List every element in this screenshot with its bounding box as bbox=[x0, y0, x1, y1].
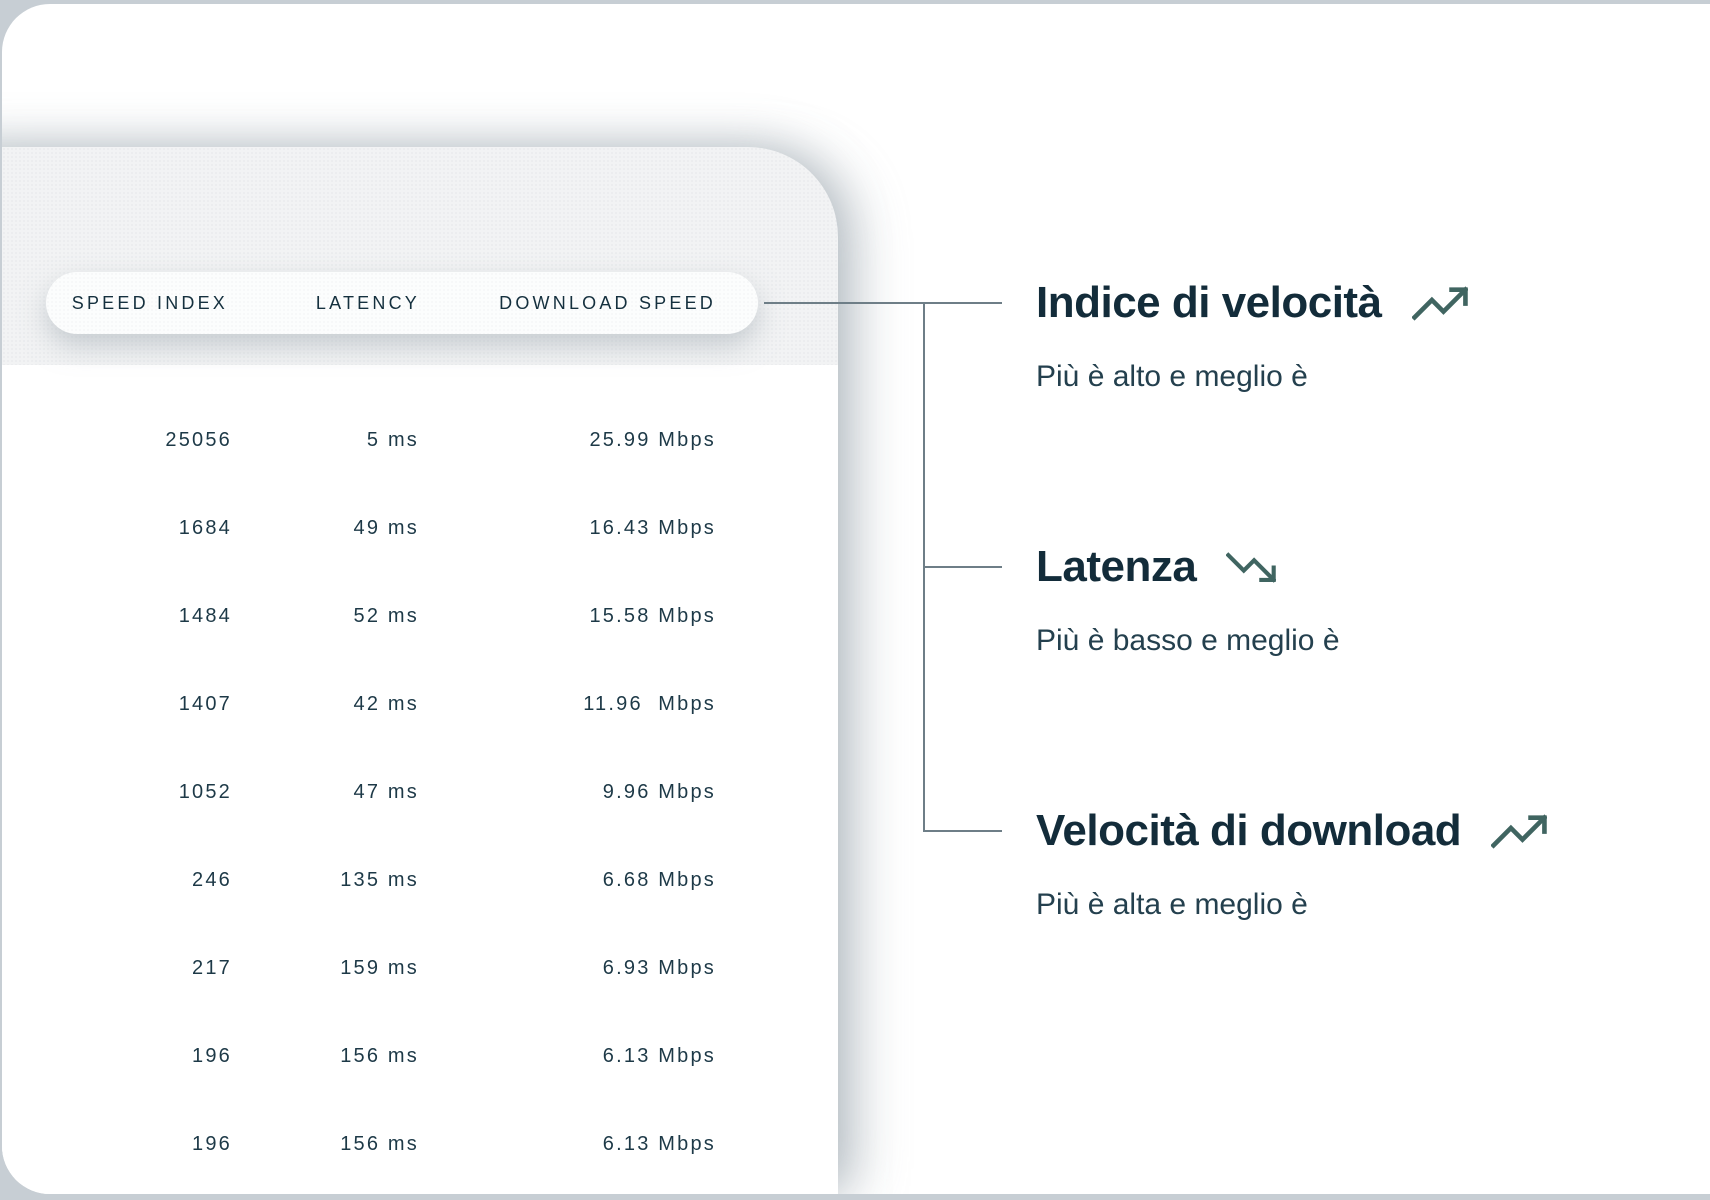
speed-index-value: 1052 bbox=[178, 781, 232, 803]
speed-index-value: 1684 bbox=[178, 517, 232, 539]
annotation-heading-row bbox=[1036, 805, 1710, 857]
latency-value: 135 ms bbox=[340, 869, 419, 891]
speed-index-value: 196 bbox=[192, 1133, 232, 1155]
speed-index-value: 25056 bbox=[165, 429, 232, 451]
latency-value: 52 ms bbox=[353, 605, 419, 627]
speed-index-value: 1407 bbox=[178, 693, 232, 715]
table-row bbox=[2, 748, 838, 836]
download-speed-value: 16.43 Mbps bbox=[589, 517, 716, 539]
annotation-heading-row bbox=[1036, 277, 1710, 329]
results-table bbox=[2, 365, 838, 1188]
annotation-title: Velocità di download bbox=[1036, 806, 1462, 855]
table-row bbox=[2, 924, 838, 1012]
annotation-subtitle: Più è alto e meglio è bbox=[1036, 360, 1308, 393]
annotation-subtitle: Più è basso e meglio è bbox=[1036, 624, 1340, 657]
table-row bbox=[2, 1100, 838, 1188]
latency-value: 5 ms bbox=[366, 429, 419, 451]
download-speed-value: 6.13 Mbps bbox=[602, 1045, 716, 1067]
download-speed-value: 15.58 Mbps bbox=[589, 605, 716, 627]
trend-up-icon bbox=[1412, 285, 1468, 322]
download-speed-value: 9.96 Mbps bbox=[602, 781, 716, 803]
connector-line-download-speed bbox=[923, 830, 1002, 832]
table-row bbox=[2, 836, 838, 924]
table-row bbox=[2, 1012, 838, 1100]
table-row bbox=[2, 396, 838, 484]
latency-value: 42 ms bbox=[353, 693, 419, 715]
speed-index-value: 217 bbox=[192, 957, 232, 979]
latency-value: 156 ms bbox=[340, 1133, 419, 1155]
download-speed-value: 6.68 Mbps bbox=[602, 869, 716, 891]
annotation-title: Latenza bbox=[1036, 542, 1197, 591]
trend-up-icon bbox=[1226, 551, 1276, 584]
column-header-download-speed[interactable]: DOWNLOAD SPEED bbox=[499, 293, 716, 313]
annotation-heading-row bbox=[1036, 541, 1710, 593]
annotation-block bbox=[1036, 805, 1710, 1069]
page-card bbox=[2, 4, 1710, 1194]
table-row bbox=[2, 572, 838, 660]
table-row bbox=[2, 484, 838, 572]
download-speed-value: 25.99 Mbps bbox=[589, 429, 716, 451]
latency-value: 49 ms bbox=[353, 517, 419, 539]
annotation-block bbox=[1036, 277, 1710, 541]
trend-up-icon bbox=[1491, 813, 1547, 850]
connector-line-latency bbox=[923, 566, 1002, 568]
annotation-column bbox=[1036, 277, 1710, 1069]
connector-line-speed-index bbox=[764, 302, 1002, 304]
table-top-spacer bbox=[2, 365, 838, 396]
speed-index-value: 246 bbox=[192, 869, 232, 891]
table-row bbox=[2, 660, 838, 748]
download-speed-value: 6.93 Mbps bbox=[602, 957, 716, 979]
latency-value: 159 ms bbox=[340, 957, 419, 979]
table-header-pill bbox=[46, 272, 758, 334]
speed-index-value: 1484 bbox=[178, 605, 232, 627]
download-speed-value: 11.96 Mbps bbox=[583, 693, 716, 715]
download-speed-value: 6.13 Mbps bbox=[602, 1133, 716, 1155]
column-header-speed-index[interactable]: SPEED INDEX bbox=[71, 293, 228, 313]
latency-value: 156 ms bbox=[340, 1045, 419, 1067]
column-header-latency[interactable]: LATENCY bbox=[315, 293, 420, 313]
annotation-block bbox=[1036, 541, 1710, 805]
annotation-subtitle: Più è alta e meglio è bbox=[1036, 888, 1308, 921]
latency-value: 47 ms bbox=[353, 781, 419, 803]
annotation-title: Indice di velocità bbox=[1036, 278, 1382, 327]
speed-index-value: 196 bbox=[192, 1045, 232, 1067]
